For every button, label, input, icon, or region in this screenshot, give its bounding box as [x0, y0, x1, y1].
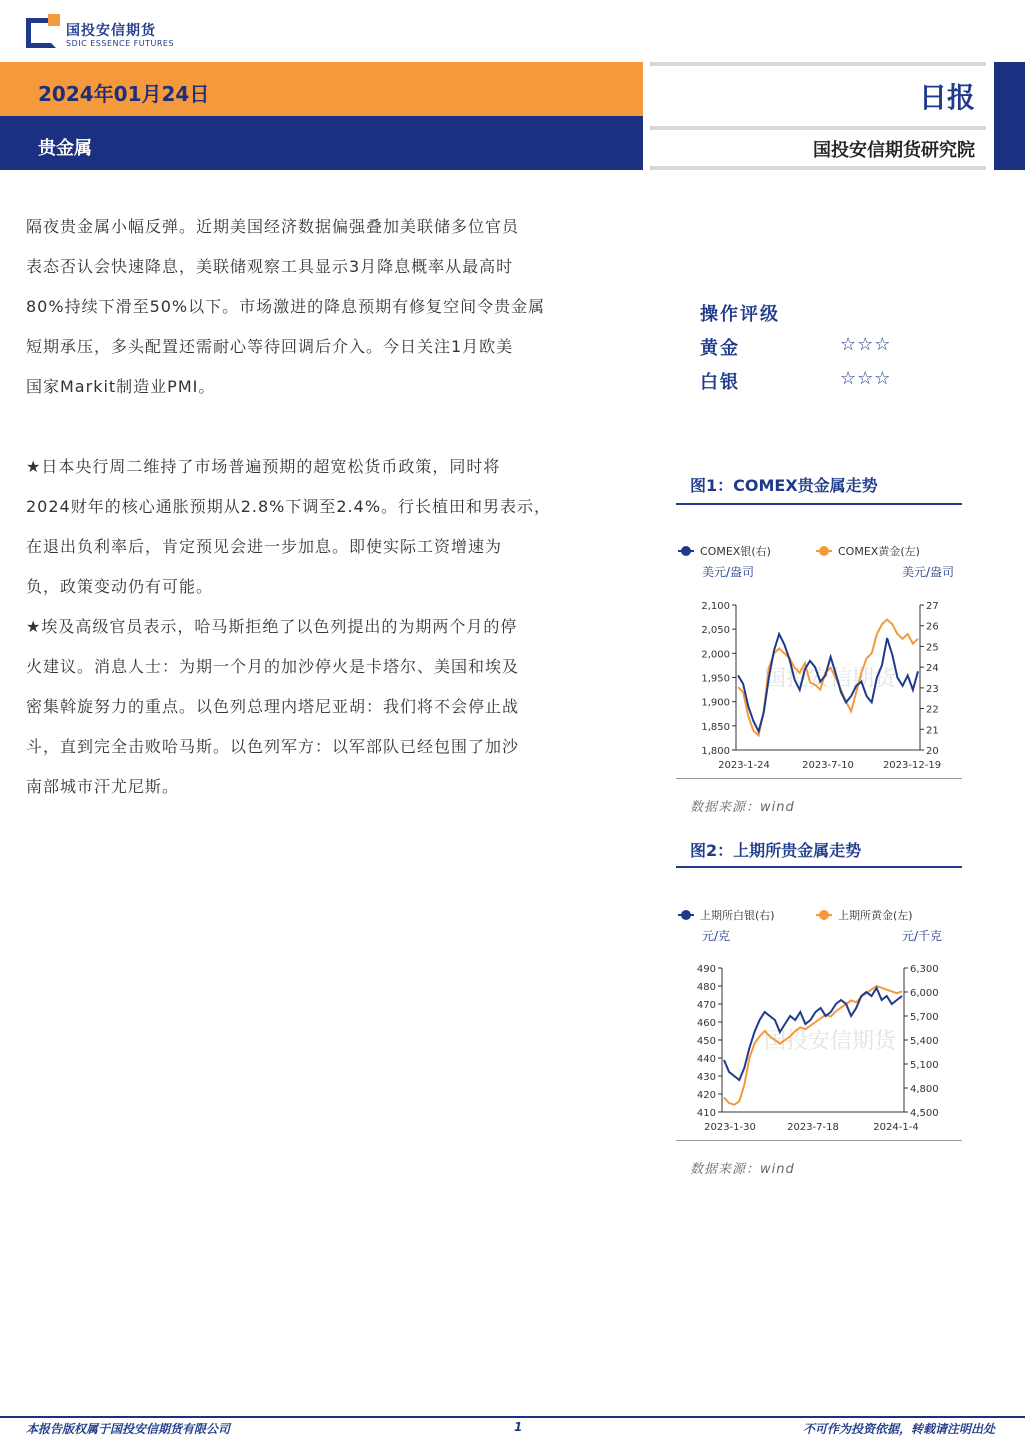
right-tick-label: 25 [926, 642, 939, 654]
left-tick-label: 490 [696, 964, 716, 975]
text-line: 表态否认会快速降息，美联储观察工具显示3月降息概率从最高时 [26, 257, 514, 276]
text-line: 南部城市汗尤尼斯。 [26, 777, 180, 796]
right-tick-label: 6,300 [910, 964, 939, 975]
x-tick-label: 2023-7-18 [787, 1122, 839, 1133]
legend-label: COMEX银(右) [700, 545, 771, 558]
rating-stars-icon: ☆☆☆ [840, 368, 892, 389]
figure1-title: 图1：COMEX贵金属走势 [690, 476, 878, 495]
company-logo [24, 14, 184, 54]
rating-stars-icon: ☆☆☆ [840, 334, 892, 355]
report-date: 2024年01月24日 [38, 82, 210, 106]
text-line: 在退出负利率后，肯定预见会进一步加息。即使实际工资增速为 [26, 537, 503, 556]
left-tick-label: 2,000 [701, 649, 730, 661]
left-tick-label: 480 [696, 982, 716, 993]
header-accent-block [994, 62, 1025, 170]
left-tick-label: 460 [696, 1018, 716, 1029]
text-line: 密集斡旋努力的重点。以色列总理内塔尼亚胡：我们将不会停止战 [26, 697, 520, 716]
figure-title-rule [676, 503, 962, 505]
left-tick-label: 430 [696, 1072, 716, 1083]
left-tick-label: 2,100 [701, 601, 730, 612]
report-type: 日报 [918, 81, 975, 114]
right-tick-label: 21 [926, 725, 939, 737]
x-tick-label: 2024-1-4 [873, 1122, 919, 1133]
right-tick-label: 5,100 [910, 1060, 939, 1071]
left-tick-label: 1,900 [701, 697, 730, 709]
text-line: 火建议。消息人士：为期一个月的加沙停火是卡塔尔、美国和埃及 [26, 657, 520, 676]
text-line: 短期承压，多头配置还需耐心等待回调后介入。今日关注1月欧美 [26, 337, 514, 356]
header-divider [650, 166, 986, 170]
header-divider [650, 126, 986, 130]
left-axis-unit: 美元/盎司 [702, 565, 755, 579]
rating-panel [700, 300, 960, 402]
footer-disclaimer: 不可作为投资依据，转载请注明出处 [802, 1422, 995, 1436]
right-tick-label: 23 [926, 683, 939, 695]
legend-marker [681, 546, 691, 556]
paragraph-middle-east [26, 607, 611, 807]
figure2-source: 数据来源：wind [690, 1162, 795, 1177]
footer-rule [0, 1416, 1025, 1418]
watermark-text: 国投安信期货 [764, 1029, 897, 1054]
rating-row-gold [700, 334, 960, 368]
page-number: 1 [514, 1420, 523, 1434]
text-line: ★日本央行周二维持了市场普遍预期的超宽松货币政策，同时将 [26, 457, 501, 476]
section-bar [0, 116, 643, 170]
rating-name: 白银 [700, 372, 740, 393]
right-tick-label: 5,400 [910, 1036, 939, 1047]
figure-title-rule [676, 866, 962, 868]
footer-copyright: 本报告版权属于国投安信期货有限公司 [26, 1422, 231, 1436]
x-tick-label: 2023-1-24 [718, 760, 770, 771]
right-tick-label: 4,800 [910, 1084, 939, 1095]
logo-cn-text: 国投安信期货 [66, 23, 156, 39]
x-tick-label: 2023-7-10 [802, 760, 854, 771]
text-line: 斗，直到完全击败哈马斯。以色列军方：以军部队已经包围了加沙 [26, 737, 520, 756]
left-tick-label: 450 [696, 1036, 716, 1047]
right-tick-label: 5,700 [910, 1012, 939, 1023]
left-axis-unit: 元/克 [702, 929, 731, 943]
date-bar [0, 62, 643, 116]
figure2-title: 图2：上期所贵金属走势 [690, 841, 862, 860]
left-tick-label: 470 [696, 1000, 716, 1011]
text-line: ★埃及高级官员表示，哈马斯拒绝了以色列提出的为期两个月的停 [26, 617, 518, 636]
x-tick-label: 2023-12-19 [882, 760, 942, 771]
chart-comex [676, 538, 966, 778]
watermark-text: 国投安信期货 [764, 666, 897, 692]
institute-name: 国投安信期货研究院 [813, 140, 975, 161]
left-tick-label: 410 [696, 1108, 716, 1119]
right-tick-label: 26 [926, 621, 939, 633]
right-tick-label: 27 [926, 601, 939, 612]
text-line: 国家Markit制造业PMI。 [26, 377, 216, 396]
left-tick-label: 420 [696, 1090, 716, 1101]
header-divider [650, 62, 986, 66]
left-tick-label: 1,800 [701, 746, 730, 757]
left-tick-label: 1,850 [701, 721, 730, 733]
right-axis-unit: 美元/盎司 [902, 565, 955, 579]
x-tick-label: 2023-1-30 [704, 1122, 756, 1133]
logo-en-text: SDIC ESSENCE FUTURES [66, 39, 175, 48]
legend-marker [819, 910, 829, 920]
left-tick-label: 440 [696, 1054, 716, 1065]
right-tick-label: 20 [926, 746, 939, 757]
text-line: 隔夜贵金属小幅反弹。近期美国经济数据偏强叠加美联储多位官员 [26, 217, 520, 236]
figure1-source: 数据来源：wind [690, 800, 795, 815]
left-tick-label: 2,050 [701, 625, 730, 637]
right-tick-label: 24 [926, 663, 939, 675]
legend-label: 上期所白银(右) [700, 909, 775, 922]
left-tick-label: 1,950 [701, 673, 730, 685]
right-tick-label: 4,500 [910, 1108, 939, 1119]
legend-marker [819, 546, 829, 556]
right-tick-label: 6,000 [910, 988, 939, 999]
figure-bottom-rule [676, 1140, 962, 1141]
legend-label: 上期所黄金(左) [838, 909, 913, 922]
text-line: 2024财年的核心通胀预期从2.8%下调至2.4%。行长植田和男表示， [26, 497, 552, 516]
rating-row-silver [700, 368, 960, 402]
paragraph-boj [26, 447, 611, 607]
rating-title: 操作评级 [700, 304, 780, 325]
logo-mark-icon [26, 18, 56, 48]
paragraph-summary [26, 207, 611, 407]
text-line: 负，政策变动仍有可能。 [26, 577, 214, 596]
chart-shfe [676, 902, 966, 1140]
legend-marker [681, 910, 691, 920]
legend-label: COMEX黄金(左) [838, 545, 920, 558]
section-title: 贵金属 [38, 138, 92, 159]
right-tick-label: 22 [926, 704, 939, 716]
rating-name: 黄金 [700, 338, 740, 359]
text-line: 80%持续下滑至50%以下。市场激进的降息预期有修复空间令贵金属 [26, 297, 546, 316]
figure-bottom-rule [676, 778, 962, 779]
right-axis-unit: 元/千克 [902, 929, 943, 943]
